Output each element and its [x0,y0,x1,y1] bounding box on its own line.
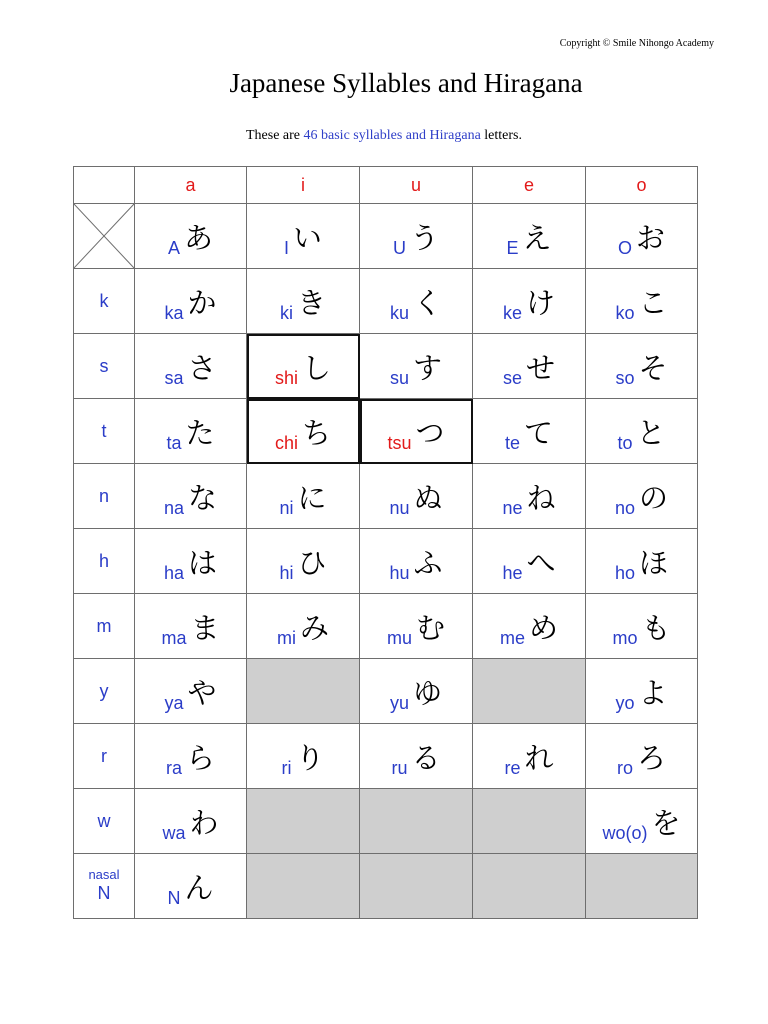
hiragana-char: も [641,610,671,645]
syllable-cell-wa [135,789,247,854]
nasal-label: nasal [88,867,120,883]
syllable-cell-ta [135,399,247,464]
romaji-label: te [504,432,520,453]
consonant-label-y: y [74,659,135,724]
table-row [74,529,698,594]
hiragana-char: ゆ [413,675,443,710]
romaji-label: ko [615,302,635,323]
syllable-cell-ku [360,269,473,334]
romaji-label: ne [502,497,523,518]
romaji-label: chi [274,432,298,453]
consonant-label-k: k [74,269,135,334]
syllable-cell-yo [586,659,698,724]
romaji-label: mu [386,627,412,648]
vowel-header-row [74,167,698,204]
romaji-label: hi [279,562,294,583]
syllable-cell-ho [586,529,698,594]
romaji-label: U [392,237,406,258]
empty-cell [360,789,473,854]
hiragana-char: ろ [637,740,667,775]
romaji-label: wa [162,822,186,843]
vowel-header-u: u [360,167,473,204]
syllable-cell-ro [586,724,698,789]
syllable-cell-re [473,724,586,789]
syllable-cell-te [473,399,586,464]
syllable-cell-he [473,529,586,594]
romaji-label: O [617,237,632,258]
syllable-cell-ma [135,594,247,659]
hiragana-char: な [188,480,218,515]
hiragana-char: り [295,740,325,775]
cross-out-box-icon [74,204,135,269]
subtitle-highlight: 46 basic syllables and Hiragana [303,128,481,143]
romaji-label: yo [615,692,635,713]
empty-cell [473,659,586,724]
hiragana-char: つ [415,415,445,450]
hiragana-char: み [299,610,329,645]
syllable-cell-mu [360,594,473,659]
hiragana-char: め [529,610,559,645]
syllable-cell-ri [247,724,360,789]
hiragana-char: れ [524,740,554,775]
romaji-label: ka [164,302,184,323]
hiragana-char: ま [190,610,220,645]
romaji-label: me [499,627,525,648]
hiragana-char: う [409,220,439,255]
romaji-label: shi [274,367,298,388]
page-subtitle [0,128,768,144]
syllable-cell-ke [473,269,586,334]
hiragana-char: あ [184,220,214,255]
hiragana-table [73,166,698,919]
hiragana-char: ぬ [413,480,443,515]
romaji-label: hu [389,562,410,583]
romaji-label: N [167,887,181,908]
syllable-cell-se [473,334,586,399]
syllable-cell-yu [360,659,473,724]
consonant-label-r: r [74,724,135,789]
romaji-label: ro [616,757,633,778]
hiragana-char: ち [302,415,332,450]
hiragana-char: へ [526,545,556,580]
syllable-cell-e [473,204,586,269]
syllable-cell-hu [360,529,473,594]
consonant-label-m: m [74,594,135,659]
hiragana-char: く [413,285,443,320]
syllable-cell-ru [360,724,473,789]
syllable-cell-sa [135,334,247,399]
hiragana-char: の [639,480,669,515]
hiragana-char: ん [184,870,214,905]
hiragana-char: ね [526,480,556,515]
table-row [74,399,698,464]
hiragana-char: え [522,220,552,255]
consonant-label-t: t [74,399,135,464]
hiragana-char: た [185,415,215,450]
syllable-cell-ya [135,659,247,724]
hiragana-char: し [302,350,332,385]
syllable-cell-ka [135,269,247,334]
table-row [74,204,698,269]
hiragana-char: せ [526,350,556,385]
syllable-cell-ha [135,529,247,594]
hiragana-char: て [524,415,554,450]
hiragana-char: さ [187,350,217,385]
hiragana-char: ほ [639,545,669,580]
hiragana-char: や [187,675,217,710]
syllable-cell-o [586,204,698,269]
romaji-label: ta [166,432,182,453]
romaji-label: wo(o) [602,822,648,843]
romaji-label: tsu [387,432,412,453]
consonant-label-h: h [74,529,135,594]
corner-header-cell [74,167,135,204]
hiragana-char: わ [189,805,219,840]
page-title: Japanese Syllables and Hiragana [229,68,583,98]
romaji-label: ma [161,627,187,648]
empty-cell [473,854,586,919]
syllable-cell-tsu [360,399,473,464]
hiragana-char: い [293,220,323,255]
romaji-label: so [615,367,635,388]
romaji-label: se [502,367,522,388]
romaji-label: mo [612,627,638,648]
syllable-cell-ko [586,269,698,334]
vowel-header-e: e [473,167,586,204]
romaji-label: no [614,497,635,518]
table-row [74,854,698,919]
hiragana-char: む [416,610,446,645]
romaji-label: to [617,432,633,453]
hiragana-char: と [636,415,666,450]
syllable-cell-ki [247,269,360,334]
hiragana-char: け [526,285,556,320]
syllable-cell-me [473,594,586,659]
syllable-cell-a [135,204,247,269]
romaji-label: he [502,562,523,583]
romaji-label: su [389,367,409,388]
hiragana-char: ら [186,740,216,775]
syllable-cell-mo [586,594,698,659]
syllable-cell-ne [473,464,586,529]
syllable-cell-no [586,464,698,529]
table-row [74,464,698,529]
empty-cell [473,789,586,854]
syllable-cell-mi [247,594,360,659]
subtitle-pre: These are [245,128,304,143]
syllable-cell-ni [247,464,360,529]
romaji-label: ri [281,757,292,778]
vowel-header-a: a [135,167,247,204]
hiragana-char: お [636,220,666,255]
romaji-label: sa [164,367,184,388]
syllable-cell-na [135,464,247,529]
syllable-cell-su [360,334,473,399]
romaji-label: re [504,757,521,778]
hiragana-char: か [187,285,217,320]
syllable-cell-shi [247,334,360,399]
romaji-label: mi [276,627,296,648]
syllable-cell-to [586,399,698,464]
syllable-cell-ra [135,724,247,789]
syllable-cell-hi [247,529,360,594]
consonant-label-w: w [74,789,135,854]
table-row [74,789,698,854]
hiragana-char: よ [638,675,668,710]
hiragana-char: を [651,805,681,840]
consonant-label-n: n [74,464,135,529]
table-row [74,334,698,399]
romaji-label: ru [391,757,408,778]
romaji-label: ni [279,497,294,518]
hiragana-char: こ [638,285,668,320]
romaji-label: ku [389,302,409,323]
hiragana-char: そ [638,350,668,385]
hiragana-char: ひ [297,545,327,580]
subtitle-post: letters. [480,128,523,143]
table-row [74,269,698,334]
syllable-cell-u [360,204,473,269]
copyright-notice: Copyright © Smile Nihongo Academy [559,38,714,49]
romaji-label: ke [502,302,522,323]
vowel-header-o: o [586,167,698,204]
hiragana-char: る [411,740,441,775]
romaji-label: ho [614,562,635,583]
romaji-label: ya [164,692,184,713]
table-row [74,724,698,789]
table-row [74,659,698,724]
nasal-letter: N [97,883,111,904]
romaji-label: E [506,237,519,258]
romaji-label: nu [389,497,410,518]
syllable-cell-chi [247,399,360,464]
romaji-label: ki [279,302,293,323]
syllable-cell-nu [360,464,473,529]
syllable-cell-so [586,334,698,399]
romaji-label: I [283,237,289,258]
hiragana-char: は [188,545,218,580]
hiragana-char: に [297,480,327,515]
syllable-cell-i [247,204,360,269]
hiragana-char: す [413,350,443,385]
romaji-label: ha [163,562,184,583]
romaji-label: na [163,497,184,518]
table-row [74,594,698,659]
syllable-cell-n [135,854,247,919]
consonant-label-s: s [74,334,135,399]
empty-cell [360,854,473,919]
vowel-header-i: i [247,167,360,204]
empty-cell [247,789,360,854]
romaji-label: A [167,237,180,258]
hiragana-char: き [296,285,326,320]
empty-cell [247,854,360,919]
syllable-cell-wo [586,789,698,854]
empty-cell [586,854,698,919]
romaji-label: yu [389,692,409,713]
empty-cell [247,659,360,724]
consonant-label-nasal [74,854,135,919]
romaji-label: ra [165,757,182,778]
hiragana-char: ふ [413,545,443,580]
